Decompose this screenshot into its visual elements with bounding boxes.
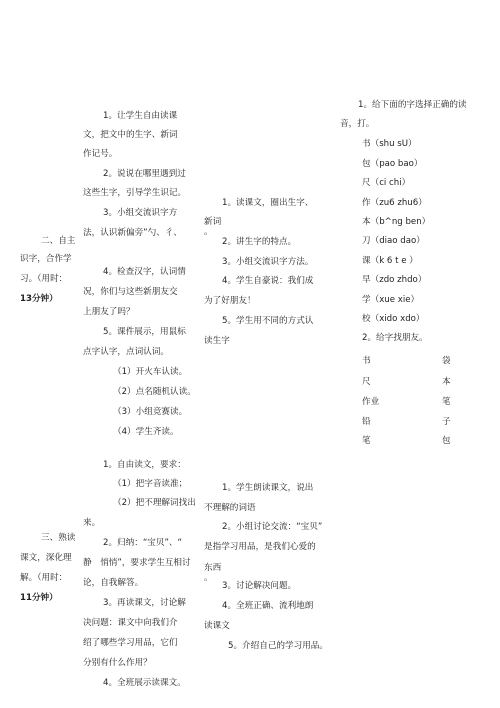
student-line: 3。小组交流识字方法。 [222,257,314,267]
exercise-q2: 2。给字找朋友。 [362,333,428,343]
teacher-line: 决问题：课文中向我们介 [83,618,178,628]
teacher-line: 4。检查汉字，认词情 [103,267,186,277]
teacher-line: （4）学生齐读。 [113,427,179,437]
teacher-line: 静 悄悄”，要求学生互相讨 [83,558,191,568]
student-line: 4。学生自豪说：我们成 [222,276,314,286]
student-line: 为了好朋友！ [204,296,256,306]
student-line: 读课文 [204,621,230,631]
student-line: 新词 [204,217,222,227]
teacher-line: 3。小组交流识字方 [103,208,178,218]
pinyin-item: 本（b^ng ben） [362,217,431,227]
teacher-line: （3）小组竞赛读。 [113,407,188,417]
pinyin-item: 校（xido xdo） [362,314,425,324]
student-line: 2。讲生字的特点。 [222,237,297,247]
student-line: 4。全班正确、流利地朗 [222,601,314,611]
stage1-label-line: 13分钟） [20,294,58,304]
teacher-line: 论，自我解答。 [83,578,144,588]
teacher-line: 3。再读课文，讨论解 [103,598,186,608]
teacher-line: 2。说说在哪里遇到过 [103,169,186,179]
student-line: 2。小组讨论交流：“宝贝” [222,522,323,532]
pinyin-item: 包（pao bao） [362,159,423,169]
teacher-line: 5。课件展示，用鼠标 [103,327,186,337]
match-right-item: 本 [442,377,451,387]
student-line: 5。学生用不同的方式认 [222,316,314,326]
exercise-title-line: 1。给下面的字选择正确的读 [358,100,467,110]
pinyin-item: 学（xue xie） [362,295,420,305]
pinyin-item: 作（zu6 zhu6） [362,198,427,208]
match-left-item: 笔 [362,436,371,446]
match-right-item: 笔 [442,397,451,407]
stage1-label-line: 二、自主 [41,236,76,246]
pinyin-item: 早（zdo zhdo） [362,275,427,285]
student-line: 东西 [204,563,222,573]
student-line: 是指学习用品，是我们心爱的 [204,542,316,552]
teacher-line: 1。让学生自由读课 [103,111,178,121]
teacher-line: （2）把不理解词找出 [113,498,196,508]
teacher-line: （1）把字音读准； [113,479,188,489]
match-left-item: 作业 [362,397,380,407]
stage2-label-line: 三、熟读 [41,533,76,543]
student-line: 。 [204,227,213,237]
teacher-line: 上朋友了吗？ [83,307,135,317]
stage2-label-line: 11分钟） [20,593,58,603]
student-line: 1。读课文，圈出生字、 [222,198,314,208]
teacher-line: 法，认识新偏旁”勺、彳、 [83,228,182,238]
stage2-label-line: 课文，深化理 [20,553,72,563]
pinyin-item: 尺（ci chi） [362,178,411,188]
stage1-label-line: 识字，合作学 [20,254,72,264]
match-right-item: 子 [442,417,451,427]
teacher-line: 1。自由读文，要求： [103,460,186,470]
student-line: 读生字 [204,336,230,346]
pinyin-item: 课（k 6 t e ） [362,256,418,266]
pinyin-item: 刀（diao dao） [362,236,425,246]
match-left-item: 铅 [362,417,371,427]
pinyin-item: 书（shu sU） [362,139,417,149]
exercise-title-line: 音，打。 [340,119,375,129]
match-left-item: 书 [362,356,371,366]
teacher-line: 来。 [83,518,101,528]
stage1-label-line: 习。（用时： [20,274,68,284]
student-line: 3。讨论解决问题。 [222,581,297,591]
teacher-line: 况，你们与这些新朋友交 [83,287,178,297]
teacher-line: 文，把文中的生字、新词 [83,130,178,140]
teacher-line: （2）点名随机认读。 [113,387,196,397]
teacher-line: 4。全班展示读课文。 [103,678,186,688]
teacher-line: （1）开火车认读。 [113,367,188,377]
match-right-item: 包 [442,436,451,446]
match-left-item: 尺 [362,377,371,387]
teacher-line: 这些生字，引导学生识记。 [83,188,187,198]
student-line: 。 [204,573,213,583]
teacher-line: 作记号。 [83,149,118,159]
student-line: 1。学生朗读课文，说出 [222,483,314,493]
teacher-line: 点字认字，点词认词。 [83,347,169,357]
teacher-line: 2。归纳：“宝贝”、“ [103,538,182,548]
table-rule-top [28,88,346,89]
match-right-item: 袋 [442,356,451,366]
teacher-line: 绍了哪些学习用品，它们 [83,638,178,648]
teacher-line: 分别有什么作用？ [83,658,152,668]
student-line: 5。介绍自己的学习用品。 [228,641,328,651]
student-line: 不理解的词语 [204,503,256,513]
stage2-label-line: 解。（用时： [20,573,68,583]
